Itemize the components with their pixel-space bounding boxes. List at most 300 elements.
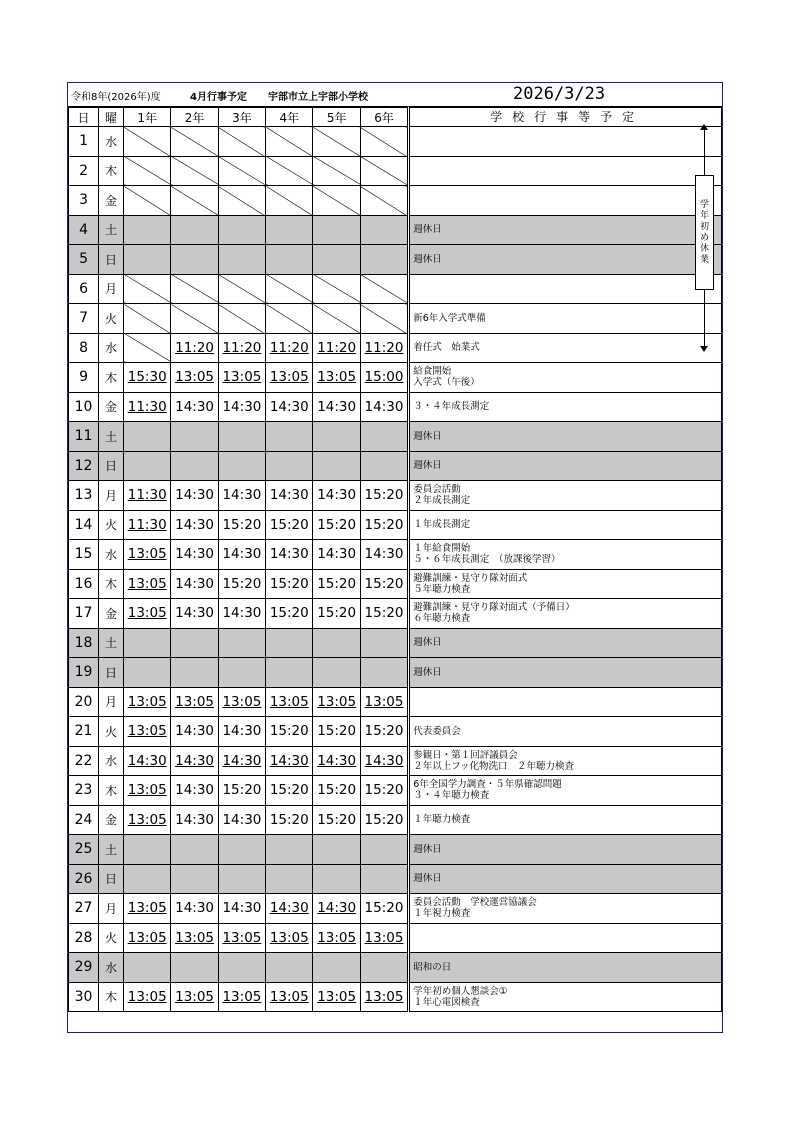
table-row bbox=[69, 805, 722, 835]
events-cell bbox=[409, 717, 722, 747]
time-cell bbox=[266, 540, 313, 570]
time-cell bbox=[171, 658, 218, 688]
table-row bbox=[69, 156, 722, 186]
time-cell bbox=[360, 569, 408, 599]
time-cell bbox=[266, 894, 313, 924]
dismissal-time: 14:30 bbox=[222, 723, 262, 740]
table-row bbox=[69, 127, 722, 157]
time-cell bbox=[171, 569, 218, 599]
table-row bbox=[69, 658, 722, 688]
weekday-cell: 日 bbox=[99, 658, 124, 688]
event-line: 避難訓練・見守り隊対面式 bbox=[413, 572, 528, 584]
dismissal-time: 11:20 bbox=[364, 339, 404, 356]
time-cell bbox=[266, 776, 313, 806]
events-cell bbox=[409, 894, 722, 924]
time-cell bbox=[218, 451, 265, 481]
weekday-cell: 日 bbox=[99, 451, 124, 481]
time-cell bbox=[124, 451, 171, 481]
dismissal-time: 13:05 bbox=[127, 693, 167, 710]
dismissal-time: 13:05 bbox=[364, 929, 404, 946]
time-cell bbox=[171, 628, 218, 658]
event-line: １年聴力検査 bbox=[413, 814, 471, 826]
dismissal-time: 15:20 bbox=[317, 516, 357, 533]
time-cell bbox=[360, 894, 408, 924]
time-cell bbox=[360, 510, 408, 540]
weekday-cell: 火 bbox=[99, 717, 124, 747]
time-cell bbox=[171, 746, 218, 776]
table-row bbox=[69, 304, 722, 334]
events-cell bbox=[409, 746, 722, 776]
time-cell bbox=[360, 540, 408, 570]
dismissal-time: 14:30 bbox=[317, 546, 357, 563]
time-cell bbox=[266, 363, 313, 393]
time-cell bbox=[124, 304, 171, 334]
time-cell bbox=[171, 540, 218, 570]
arrow-down-icon bbox=[700, 346, 708, 352]
events-cell bbox=[409, 156, 722, 186]
time-cell bbox=[218, 628, 265, 658]
events-cell bbox=[409, 392, 722, 422]
dismissal-time: 11:30 bbox=[127, 398, 167, 415]
time-cell bbox=[124, 746, 171, 776]
time-cell bbox=[313, 864, 360, 894]
time-cell bbox=[266, 805, 313, 835]
time-cell bbox=[124, 392, 171, 422]
time-cell bbox=[218, 274, 265, 304]
weekday-cell: 月 bbox=[99, 481, 124, 511]
time-cell bbox=[124, 599, 171, 629]
event-line: 週休日 bbox=[413, 637, 442, 649]
time-cell bbox=[218, 658, 265, 688]
dismissal-time: 14:30 bbox=[317, 900, 357, 917]
day-cell: 3 bbox=[69, 186, 99, 216]
dismissal-time: 15:20 bbox=[269, 811, 309, 828]
dismissal-time: 15:20 bbox=[269, 516, 309, 533]
dismissal-time: 15:20 bbox=[269, 723, 309, 740]
time-cell bbox=[360, 599, 408, 629]
time-cell bbox=[313, 894, 360, 924]
time-cell bbox=[266, 481, 313, 511]
weekday-cell: 木 bbox=[99, 776, 124, 806]
time-cell bbox=[124, 628, 171, 658]
dismissal-time: 14:30 bbox=[222, 546, 262, 563]
time-cell bbox=[124, 923, 171, 953]
time-cell bbox=[360, 864, 408, 894]
side-note-char: 休 bbox=[699, 243, 709, 254]
events-cell bbox=[409, 687, 722, 717]
weekday-cell: 金 bbox=[99, 186, 124, 216]
time-cell bbox=[218, 392, 265, 422]
time-cell bbox=[218, 894, 265, 924]
table-row bbox=[69, 422, 722, 452]
event-line: 週休日 bbox=[413, 843, 442, 855]
weekday-cell: 木 bbox=[99, 363, 124, 393]
dismissal-time: 14:30 bbox=[175, 546, 215, 563]
event-line: １年視力検査 bbox=[413, 908, 471, 920]
dismissal-time: 14:30 bbox=[364, 546, 404, 563]
time-cell bbox=[218, 510, 265, 540]
events-cell bbox=[409, 658, 722, 688]
dismissal-time: 15:20 bbox=[364, 575, 404, 592]
era-year: 令和8年(2026年)度 bbox=[71, 92, 161, 103]
time-cell bbox=[266, 451, 313, 481]
table-row bbox=[69, 953, 722, 983]
event-line: １年成長測定 bbox=[413, 519, 471, 531]
events-cell bbox=[409, 835, 722, 865]
time-cell bbox=[124, 333, 171, 363]
weekday-cell: 金 bbox=[99, 392, 124, 422]
time-cell bbox=[360, 805, 408, 835]
time-cell bbox=[360, 687, 408, 717]
side-note-char: め bbox=[699, 232, 709, 243]
event-line: 週休日 bbox=[413, 253, 442, 265]
day-cell: 28 bbox=[69, 923, 99, 953]
time-cell bbox=[218, 864, 265, 894]
table-row bbox=[69, 215, 722, 245]
time-cell bbox=[266, 746, 313, 776]
dismissal-time: 13:05 bbox=[127, 605, 167, 622]
time-cell bbox=[360, 333, 408, 363]
dismissal-time: 13:05 bbox=[127, 575, 167, 592]
time-cell bbox=[218, 776, 265, 806]
time-cell bbox=[124, 186, 171, 216]
time-cell bbox=[313, 835, 360, 865]
col-grade-4: 4年 bbox=[266, 108, 313, 127]
time-cell bbox=[171, 894, 218, 924]
events-cell bbox=[409, 776, 722, 806]
weekday-cell: 日 bbox=[99, 245, 124, 275]
time-cell bbox=[218, 835, 265, 865]
time-cell bbox=[124, 687, 171, 717]
time-cell bbox=[171, 953, 218, 983]
dismissal-time: 11:20 bbox=[269, 339, 309, 356]
time-cell bbox=[171, 864, 218, 894]
time-cell bbox=[313, 215, 360, 245]
dismissal-time: 14:30 bbox=[175, 723, 215, 740]
event-line: 週休日 bbox=[413, 666, 442, 678]
time-cell bbox=[313, 127, 360, 157]
dismissal-time: 13:05 bbox=[127, 782, 167, 799]
time-cell bbox=[124, 245, 171, 275]
time-cell bbox=[218, 127, 265, 157]
dismissal-time: 14:30 bbox=[317, 752, 357, 769]
dismissal-time: 14:30 bbox=[175, 811, 215, 828]
dismissal-time: 15:20 bbox=[317, 782, 357, 799]
time-cell bbox=[360, 953, 408, 983]
time-cell bbox=[218, 304, 265, 334]
time-cell bbox=[266, 569, 313, 599]
dismissal-time: 13:05 bbox=[317, 929, 357, 946]
weekday-cell: 土 bbox=[99, 835, 124, 865]
dismissal-time: 13:05 bbox=[127, 723, 167, 740]
event-line: ３・４年聴力検査 bbox=[413, 790, 490, 802]
time-cell bbox=[266, 274, 313, 304]
table-row bbox=[69, 569, 722, 599]
table-row bbox=[69, 894, 722, 924]
dismissal-time: 14:30 bbox=[175, 782, 215, 799]
events-cell bbox=[409, 569, 722, 599]
event-line: ５年聴力検査 bbox=[413, 583, 471, 595]
event-line: 週休日 bbox=[413, 430, 442, 442]
day-cell: 8 bbox=[69, 333, 99, 363]
day-cell: 21 bbox=[69, 717, 99, 747]
events-cell bbox=[409, 982, 722, 1012]
time-cell bbox=[360, 215, 408, 245]
weekday-cell: 土 bbox=[99, 215, 124, 245]
time-cell bbox=[266, 864, 313, 894]
event-line: ６年聴力検査 bbox=[413, 613, 471, 625]
time-cell bbox=[218, 422, 265, 452]
dismissal-time: 14:30 bbox=[127, 752, 167, 769]
col-grade-6: 6年 bbox=[360, 108, 408, 127]
day-cell: 23 bbox=[69, 776, 99, 806]
time-cell bbox=[360, 363, 408, 393]
event-line: ２年成長測定 bbox=[413, 495, 471, 507]
time-cell bbox=[360, 274, 408, 304]
time-cell bbox=[313, 982, 360, 1012]
dismissal-time: 14:30 bbox=[222, 487, 262, 504]
time-cell bbox=[124, 894, 171, 924]
time-cell bbox=[124, 776, 171, 806]
time-cell bbox=[313, 186, 360, 216]
event-line: 委員会活動 学校運営協議会 bbox=[413, 897, 537, 909]
schedule-body bbox=[69, 127, 722, 1012]
time-cell bbox=[124, 569, 171, 599]
time-cell bbox=[360, 717, 408, 747]
time-cell bbox=[360, 776, 408, 806]
time-cell bbox=[171, 215, 218, 245]
col-day: 日 bbox=[69, 108, 99, 127]
time-cell bbox=[313, 274, 360, 304]
dismissal-time: 14:30 bbox=[175, 752, 215, 769]
weekday-cell: 水 bbox=[99, 953, 124, 983]
dismissal-time: 14:30 bbox=[364, 752, 404, 769]
time-cell bbox=[313, 510, 360, 540]
time-cell bbox=[313, 156, 360, 186]
dismissal-time: 11:30 bbox=[127, 516, 167, 533]
dismissal-time: 13:05 bbox=[175, 369, 215, 386]
time-cell bbox=[124, 805, 171, 835]
time-cell bbox=[124, 540, 171, 570]
time-cell bbox=[266, 245, 313, 275]
time-cell bbox=[313, 392, 360, 422]
day-cell: 11 bbox=[69, 422, 99, 452]
table-row bbox=[69, 776, 722, 806]
day-cell: 24 bbox=[69, 805, 99, 835]
dismissal-time: 13:05 bbox=[269, 693, 309, 710]
dismissal-time: 13:05 bbox=[222, 929, 262, 946]
event-line: ３・４年成長測定 bbox=[413, 401, 490, 413]
time-cell bbox=[171, 687, 218, 717]
events-cell bbox=[409, 599, 722, 629]
event-line: 週休日 bbox=[413, 460, 442, 472]
dismissal-time: 13:05 bbox=[364, 988, 404, 1005]
event-line: 週休日 bbox=[413, 224, 442, 236]
events-cell bbox=[409, 304, 722, 334]
events-cell bbox=[409, 510, 722, 540]
issue-date: 2026/3/23 bbox=[513, 84, 606, 104]
weekday-cell: 水 bbox=[99, 746, 124, 776]
time-cell bbox=[171, 982, 218, 1012]
time-cell bbox=[171, 156, 218, 186]
dismissal-time: 13:05 bbox=[269, 929, 309, 946]
table-row bbox=[69, 717, 722, 747]
time-cell bbox=[360, 127, 408, 157]
dismissal-time: 13:05 bbox=[175, 693, 215, 710]
time-cell bbox=[360, 186, 408, 216]
table-row bbox=[69, 628, 722, 658]
dismissal-time: 15:20 bbox=[317, 723, 357, 740]
dismissal-time: 14:30 bbox=[269, 752, 309, 769]
time-cell bbox=[360, 835, 408, 865]
events-cell bbox=[409, 127, 722, 157]
document-header bbox=[68, 83, 722, 107]
events-cell bbox=[409, 953, 722, 983]
weekday-cell: 土 bbox=[99, 422, 124, 452]
time-cell bbox=[124, 215, 171, 245]
time-cell bbox=[218, 186, 265, 216]
dismissal-time: 14:30 bbox=[222, 398, 262, 415]
event-line: 着任式 始業式 bbox=[413, 342, 480, 354]
time-cell bbox=[171, 923, 218, 953]
table-row bbox=[69, 333, 722, 363]
arrow-up-icon bbox=[700, 124, 708, 130]
events-cell bbox=[409, 333, 722, 363]
time-cell bbox=[313, 628, 360, 658]
dismissal-time: 13:05 bbox=[317, 988, 357, 1005]
dismissal-time: 14:30 bbox=[269, 546, 309, 563]
dismissal-time: 13:05 bbox=[364, 693, 404, 710]
weekday-cell: 月 bbox=[99, 894, 124, 924]
day-cell: 10 bbox=[69, 392, 99, 422]
time-cell bbox=[218, 687, 265, 717]
col-grade-5: 5年 bbox=[313, 108, 360, 127]
dismissal-time: 11:20 bbox=[222, 339, 262, 356]
table-row bbox=[69, 599, 722, 629]
day-cell: 5 bbox=[69, 245, 99, 275]
dismissal-time: 11:20 bbox=[175, 339, 215, 356]
dismissal-time: 14:30 bbox=[317, 398, 357, 415]
time-cell bbox=[218, 805, 265, 835]
time-cell bbox=[124, 510, 171, 540]
day-cell: 12 bbox=[69, 451, 99, 481]
time-cell bbox=[313, 304, 360, 334]
dismissal-time: 14:30 bbox=[222, 811, 262, 828]
time-cell bbox=[360, 245, 408, 275]
dismissal-time: 13:05 bbox=[127, 988, 167, 1005]
day-cell: 9 bbox=[69, 363, 99, 393]
weekday-cell: 日 bbox=[99, 864, 124, 894]
weekday-cell: 火 bbox=[99, 923, 124, 953]
time-cell bbox=[360, 628, 408, 658]
time-cell bbox=[124, 953, 171, 983]
time-cell bbox=[171, 717, 218, 747]
event-line: 委員会活動 bbox=[413, 484, 461, 496]
time-cell bbox=[124, 658, 171, 688]
dismissal-time: 14:30 bbox=[269, 900, 309, 917]
col-events: 学校行事等予定 bbox=[409, 108, 722, 127]
events-cell bbox=[409, 363, 722, 393]
time-cell bbox=[266, 186, 313, 216]
event-line: １年給食開始 bbox=[413, 543, 471, 555]
dismissal-time: 15:20 bbox=[364, 900, 404, 917]
time-cell bbox=[313, 717, 360, 747]
dismissal-time: 14:30 bbox=[317, 487, 357, 504]
time-cell bbox=[171, 363, 218, 393]
table-row bbox=[69, 687, 722, 717]
time-cell bbox=[360, 156, 408, 186]
dismissal-time: 13:05 bbox=[269, 369, 309, 386]
time-cell bbox=[124, 156, 171, 186]
events-cell bbox=[409, 274, 722, 304]
dismissal-time: 15:20 bbox=[269, 782, 309, 799]
event-line: 給食開始 bbox=[413, 366, 452, 378]
dismissal-time: 13:05 bbox=[317, 369, 357, 386]
dismissal-time: 15:30 bbox=[127, 369, 167, 386]
events-cell bbox=[409, 215, 722, 245]
event-line: 新6年入学式準備 bbox=[413, 312, 486, 324]
dismissal-time: 15:20 bbox=[317, 575, 357, 592]
dismissal-time: 13:05 bbox=[222, 988, 262, 1005]
time-cell bbox=[360, 422, 408, 452]
time-cell bbox=[313, 363, 360, 393]
time-cell bbox=[360, 982, 408, 1012]
time-cell bbox=[313, 953, 360, 983]
dismissal-time: 15:20 bbox=[364, 723, 404, 740]
dismissal-time: 15:20 bbox=[317, 605, 357, 622]
side-note-char: 学 bbox=[699, 199, 709, 210]
table-row bbox=[69, 923, 722, 953]
time-cell bbox=[171, 599, 218, 629]
dismissal-time: 13:05 bbox=[175, 988, 215, 1005]
time-cell bbox=[313, 599, 360, 629]
time-cell bbox=[218, 481, 265, 511]
weekday-cell: 火 bbox=[99, 304, 124, 334]
time-cell bbox=[171, 127, 218, 157]
time-cell bbox=[171, 776, 218, 806]
document-title: 4月行事予定 bbox=[190, 92, 247, 103]
time-cell bbox=[266, 923, 313, 953]
day-cell: 1 bbox=[69, 127, 99, 157]
schedule-table bbox=[68, 107, 722, 1012]
events-cell bbox=[409, 864, 722, 894]
time-cell bbox=[124, 717, 171, 747]
day-cell: 29 bbox=[69, 953, 99, 983]
time-cell bbox=[313, 805, 360, 835]
time-cell bbox=[218, 746, 265, 776]
time-cell bbox=[313, 658, 360, 688]
time-cell bbox=[313, 687, 360, 717]
weekday-cell: 月 bbox=[99, 274, 124, 304]
day-cell: 2 bbox=[69, 156, 99, 186]
time-cell bbox=[218, 156, 265, 186]
time-cell bbox=[360, 746, 408, 776]
dismissal-time: 15:20 bbox=[364, 782, 404, 799]
time-cell bbox=[360, 923, 408, 953]
time-cell bbox=[266, 215, 313, 245]
weekday-cell: 月 bbox=[99, 687, 124, 717]
weekday-cell: 木 bbox=[99, 982, 124, 1012]
dismissal-time: 15:20 bbox=[222, 516, 262, 533]
dismissal-time: 15:20 bbox=[364, 516, 404, 533]
time-cell bbox=[218, 569, 265, 599]
dismissal-time: 14:30 bbox=[269, 398, 309, 415]
dismissal-time: 14:30 bbox=[269, 487, 309, 504]
event-line: 代表委員会 bbox=[413, 725, 461, 737]
time-cell bbox=[313, 422, 360, 452]
time-cell bbox=[313, 569, 360, 599]
time-cell bbox=[313, 746, 360, 776]
